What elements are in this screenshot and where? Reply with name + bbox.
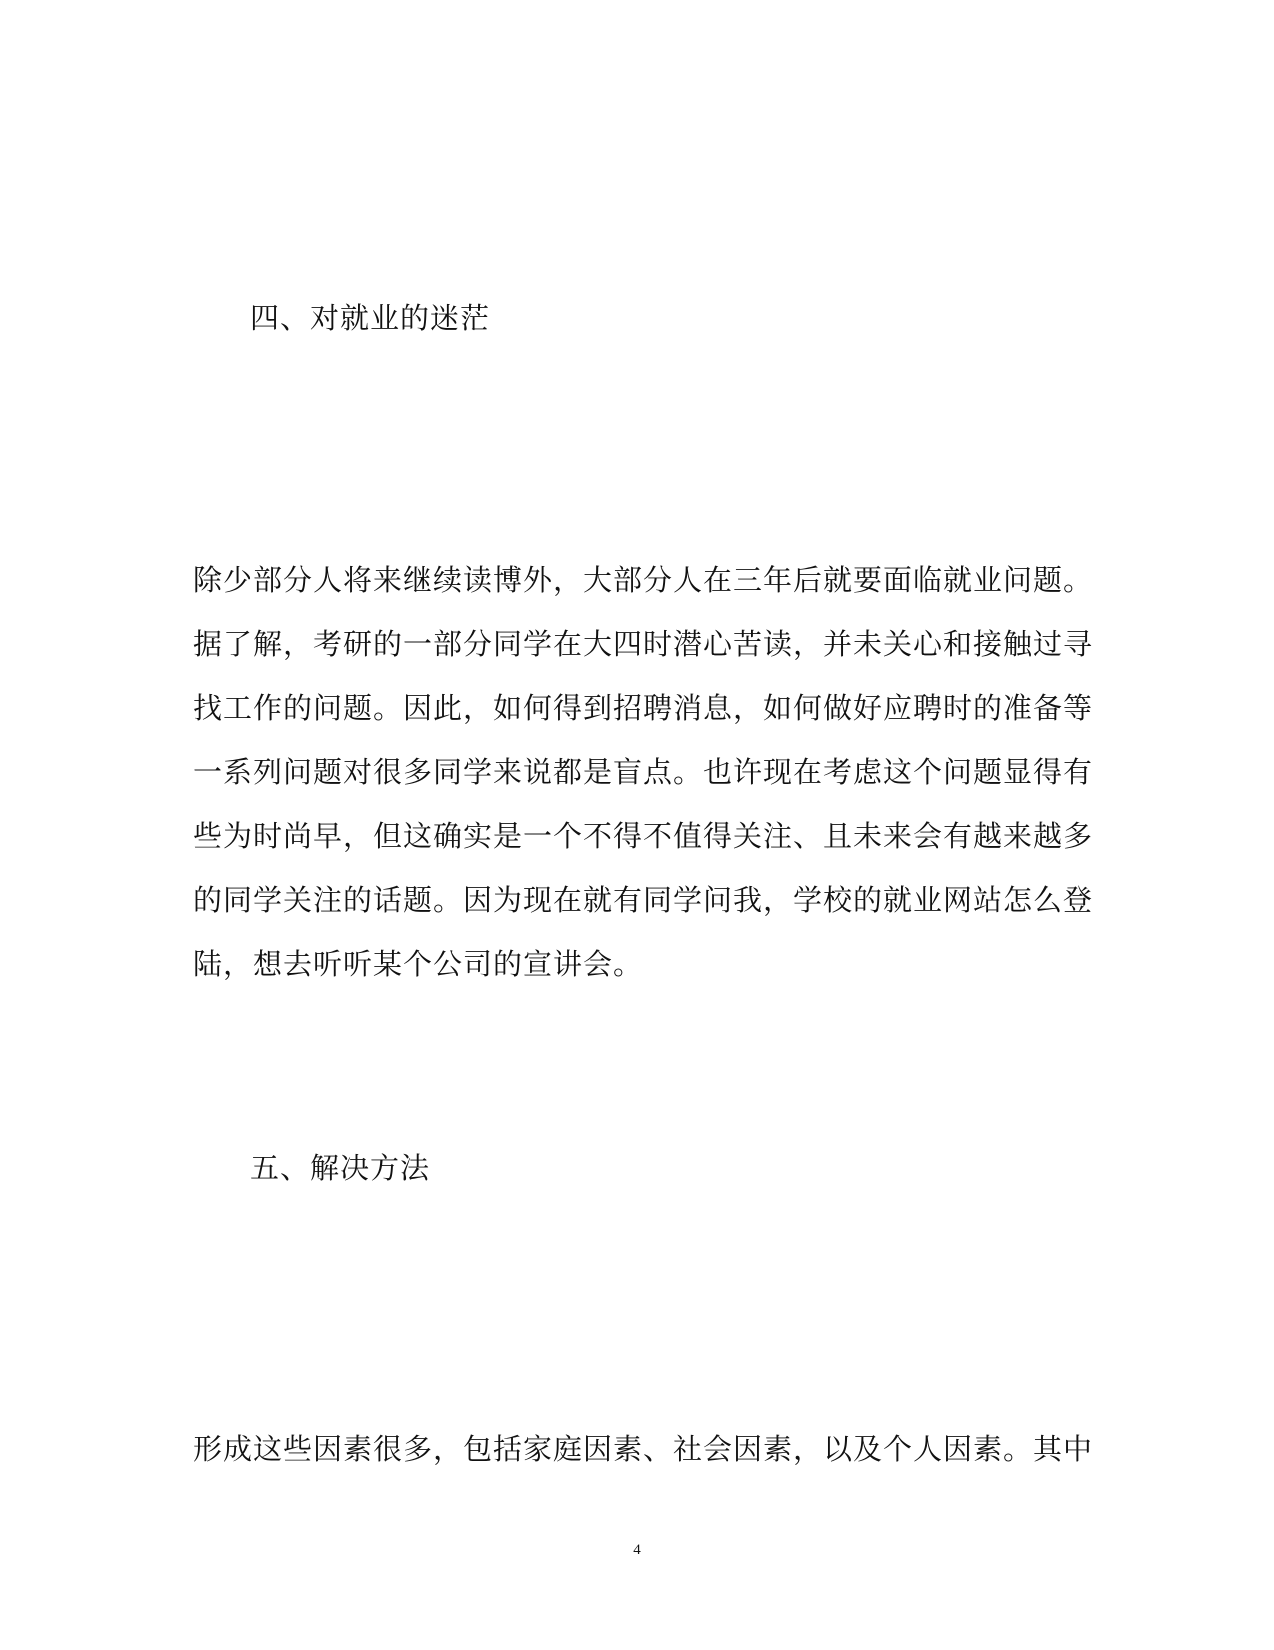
- section-heading-4: 四、对就业的迷茫: [250, 301, 491, 335]
- paragraph-line: 些为时尚早，但这确实是一个不得不值得关注、且未来会有越来越多: [193, 819, 1094, 853]
- paragraph-employment-confusion: [193, 548, 1093, 996]
- paragraph-line: 形成这些因素很多，包括家庭因素、社会因素，以及个人因素。其中: [193, 1432, 1094, 1466]
- paragraph-line: 的同学关注的话题。因为现在就有同学问我，学校的就业网站怎么登: [193, 883, 1094, 917]
- paragraph-line: 据了解，考研的一部分同学在大四时潜心苦读，并未关心和接触过寻: [193, 627, 1094, 661]
- paragraph-line: 陆，想去听听某个公司的宣讲会。: [193, 947, 644, 981]
- page-number: 4: [633, 1542, 641, 1558]
- paragraph-line: 除少部分人将来继续读博外，大部分人在三年后就要面临就业问题。: [193, 563, 1094, 597]
- section-heading-5: 五、解决方法: [250, 1151, 431, 1185]
- paragraph-solutions: [193, 1417, 1093, 1481]
- paragraph-line: 找工作的问题。因此，如何得到招聘消息，如何做好应聘时的准备等: [193, 691, 1094, 725]
- paragraph-line: 一系列问题对很多同学来说都是盲点。也许现在考虑这个问题显得有: [193, 755, 1094, 789]
